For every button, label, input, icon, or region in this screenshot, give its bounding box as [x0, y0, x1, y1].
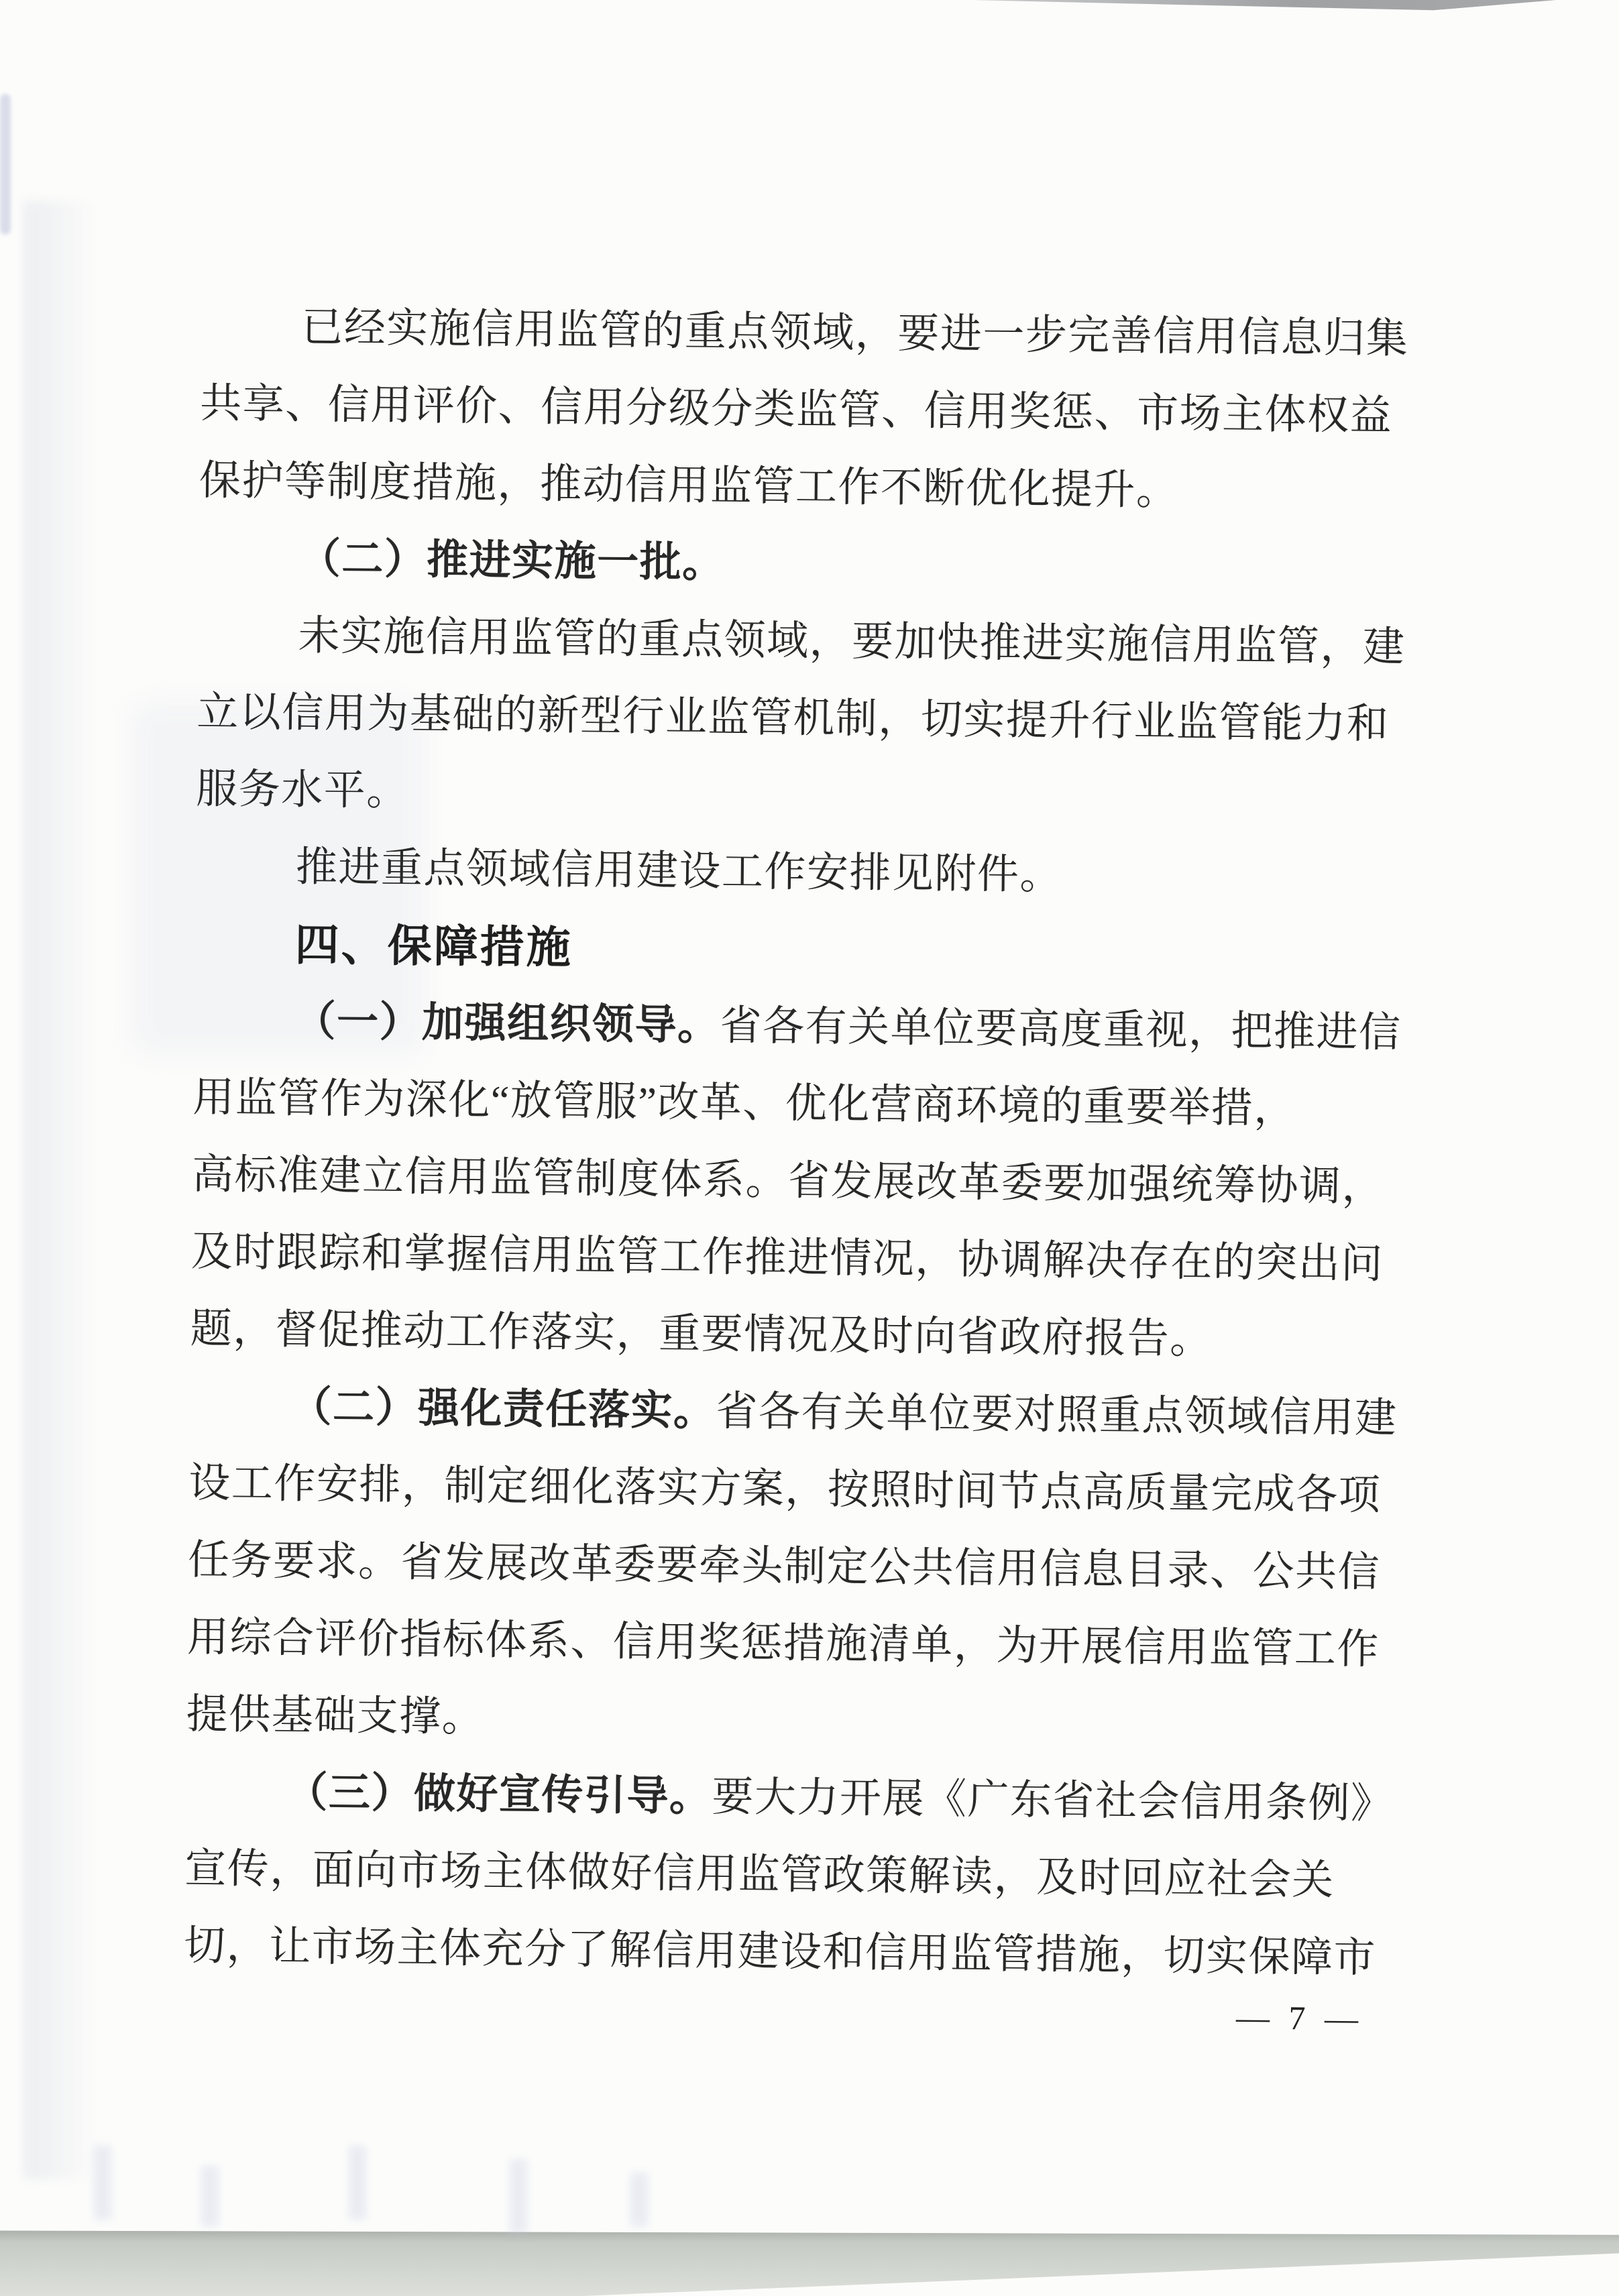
paragraph-lead: （二）强化责任落实。	[290, 1384, 716, 1435]
line-text: 已经实施信用监管的重点领域，要进一步完善信用信息归集	[301, 304, 1409, 362]
text-line	[190, 1214, 1393, 1304]
text-line	[194, 828, 1397, 918]
scan-shadow-top-right	[972, 0, 1556, 12]
line-text: 省各有关单位要高度重视，把推进信	[720, 1003, 1402, 1056]
paragraph-lead: （二）推进实施一批。	[298, 536, 726, 587]
scan-shadow-bottom	[0, 2225, 1619, 2296]
line-text: 任务要求。省发展改革委要牵头制定公共信用信息目录、公共信	[187, 1537, 1381, 1596]
line-text: 省各有关单位要对照重点领域信用建	[716, 1389, 1398, 1442]
page-number: — 7 —	[1235, 1998, 1364, 2038]
line-text: 用监管作为深化“放管服”改革、优化营商环境的重要举措，	[192, 1074, 1297, 1133]
text-line	[188, 1445, 1391, 1535]
text-line	[190, 1291, 1392, 1381]
text-line	[192, 1059, 1395, 1149]
text-line	[197, 674, 1399, 764]
scan-streak	[630, 2173, 648, 2226]
line-text: 要大力开展《广东省社会信用条例》	[712, 1774, 1394, 1827]
line-text: 提供基础支撑。	[186, 1691, 485, 1741]
line-text: 立以信用为基础的新型行业监管机制，切实提升行业监管能力和	[197, 689, 1390, 748]
text-line	[200, 365, 1402, 455]
line-text: 宣传，面向市场主体做好信用监管政策解读，及时回应社会关	[184, 1845, 1335, 1904]
paragraph-lead: （三）做好宣传引导。	[286, 1770, 712, 1821]
text-line	[184, 1908, 1386, 1998]
text-line	[186, 1599, 1389, 1689]
text-line	[186, 1676, 1388, 1766]
text-line	[201, 288, 1409, 378]
text-line	[185, 1754, 1394, 1843]
line-text: 切，让市场主体充分了解信用建设和信用监管措施，切实保障市	[183, 1922, 1377, 1982]
line-text: 共享、信用评价、信用分级分类监管、信用奖惩、市场主体权益	[199, 380, 1393, 439]
line-text: 及时跟踪和掌握信用监管工作推进情况，协调解决存在的突出问	[190, 1228, 1384, 1287]
text-line	[193, 982, 1402, 1072]
scan-streak	[94, 2146, 111, 2220]
section-heading	[194, 905, 1396, 995]
document-body	[183, 288, 1409, 2038]
scan-streak	[349, 2146, 366, 2220]
scan-streaks-bottom	[0, 2146, 805, 2233]
line-text: 未实施信用监管的重点领域，要加快推进实施信用监管，建	[298, 613, 1406, 671]
line-text: 推进重点领域信用建设工作安排见附件。	[295, 844, 1063, 899]
text-line	[196, 751, 1398, 841]
line-text: 保护等制度措施，推动信用监管工作不断优化提升。	[199, 457, 1179, 514]
text-line	[198, 520, 1400, 610]
line-text: 题，督促推动工作落实，重要情况及时向省政府报告。	[190, 1306, 1213, 1363]
line-text: 高标准建立信用监管制度体系。省发展改革委要加强统筹协调，	[191, 1151, 1385, 1210]
scan-smudge-left-margin	[24, 201, 98, 2179]
text-line	[197, 597, 1406, 687]
scan-smudge-left-edge	[0, 94, 11, 235]
line-text: 用综合评价指标体系、信用奖惩措施清单，为开展信用监管工作	[186, 1614, 1380, 1673]
text-line	[199, 443, 1401, 532]
text-line	[188, 1522, 1390, 1612]
text-line	[189, 1368, 1398, 1458]
text-line	[184, 1831, 1387, 1920]
line-text: 服务水平。	[195, 766, 410, 815]
paragraph-lead: （一）加强组织领导。	[294, 998, 720, 1049]
line-text: 设工作安排，制定细化落实方案，按照时间节点高质量完成各项	[188, 1460, 1382, 1519]
heading-text: 四、保障措施	[294, 919, 573, 972]
scan-streak	[201, 2166, 219, 2226]
text-line	[192, 1137, 1394, 1226]
scan-streak	[510, 2159, 527, 2233]
